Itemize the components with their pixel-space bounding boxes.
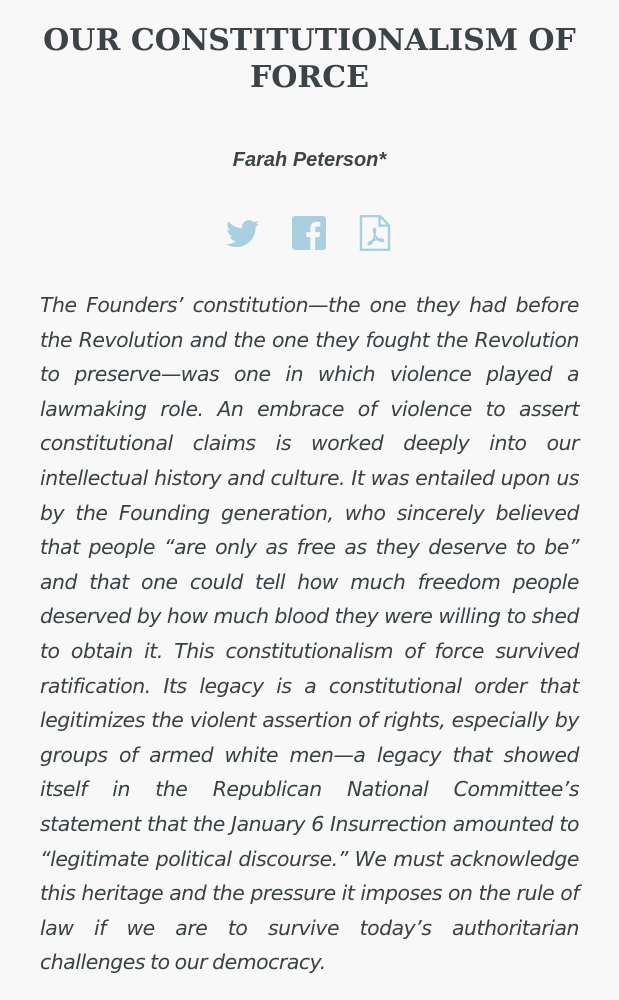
facebook-icon[interactable] [292, 216, 326, 250]
article-abstract: The Founders’ constitution—the one they had before the Revolution and the one they fought the Revolution to preserve—was one in which violence played a lawmaking role. An embrace of violence to assert constitutional claims is worked deeply into our intellectual history and culture. It was entailed upon us by the Founding generation, who sincerely believed that people “are only as free as they deserve to be” and that one could tell how much freedom people deserved by how much blood they were willing to shed to obtain it. This constitutionalism of force survived ratification. Its legacy is a constitutional order that legitimizes the violent assertion of rights, especially by groups of armed white men—a legacy that showed itself in the Republican National Committee’s statement that the January 6 Insurrection amounted to “legitimate political discourse.” We must acknowledge this heritage and the pressure it imposes on the rule of law if we are to survive today’s authoritarian challenges to our democracy. [40, 293, 579, 975]
pdf-icon[interactable] [358, 214, 392, 252]
article-title: OUR CONSTITUTIONALISM OF FORCE [43, 23, 576, 95]
twitter-icon[interactable] [226, 220, 260, 248]
share-bar [0, 214, 619, 254]
author-name[interactable]: Farah Peterson* [232, 149, 387, 171]
